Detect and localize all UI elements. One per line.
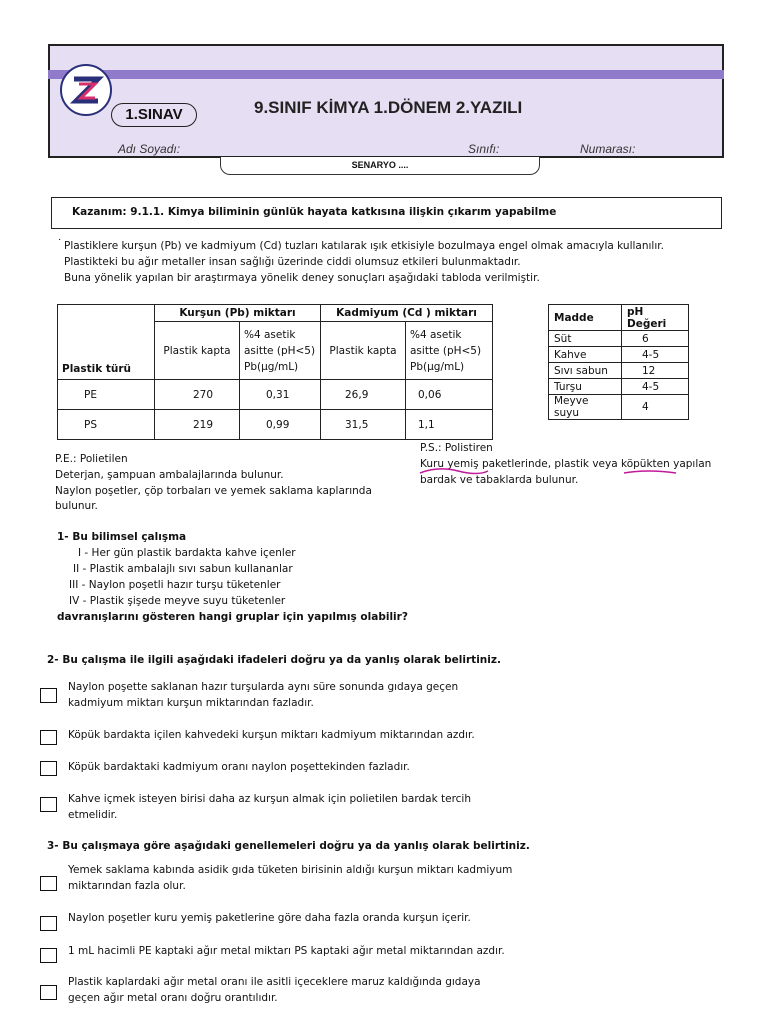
ph-header: pH Değeri [622, 305, 689, 331]
q1-item-4: IV - Plastik şişede meyve suyu tüketenler [69, 595, 286, 607]
q2-checkbox-4[interactable] [40, 797, 57, 812]
school-logo [60, 64, 112, 116]
pe-note-1: P.E.: Polietilen [55, 453, 128, 465]
cd-acid-header: %4 asetik asitte (pH<5) Pb(µg/mL) [406, 322, 493, 380]
cell: 1,1 [406, 410, 493, 440]
logo-z-icon [62, 66, 110, 114]
table-row [549, 395, 689, 420]
cell: 12 [622, 363, 689, 379]
q3-item-1-line-1: Yemek saklama kabında asidik gıda tüketen birisinin aldığı kurşun miktarı kadmiyum [68, 864, 513, 876]
pb-group-header: Kurşun (Pb) miktarı [155, 305, 321, 322]
ps-note-title: P.S.: Polistiren [420, 442, 493, 454]
q2-item-2: Köpük bardakta içilen kahvedeki kurşun miktarı kadmiyum miktarından azdır. [68, 729, 475, 741]
handwritten-underline [418, 464, 688, 478]
cell: 270 [155, 380, 240, 410]
pb-acid-header: %4 asetik asitte (pH<5) Pb(µg/mL) [240, 322, 321, 380]
q3-checkbox-1[interactable] [40, 876, 57, 891]
cell: Turşu [549, 379, 622, 395]
header-band [48, 70, 724, 79]
q1-item-1: I - Her gün plastik bardakta kahve içenler [78, 547, 296, 559]
cell: Meyve suyu [549, 395, 622, 420]
pe-note-3: Naylon poşetler, çöp torbaları ve yemek saklama kaplarında [55, 485, 372, 497]
q2-item-4-line-1: Kahve içmek isteyen birisi daha az kurşun almak için polietilen bardak tercih [68, 793, 472, 805]
madde-header: Madde [549, 305, 622, 331]
name-label: Adı Soyadı: [118, 142, 181, 156]
cell: 4-5 [622, 379, 689, 395]
table-row [58, 380, 493, 410]
table-row [549, 363, 689, 379]
class-label: Sınıfı: [468, 142, 500, 156]
plastic-type-header: Plastik türü [58, 305, 155, 380]
q2-item-1-line-1: Naylon poşette saklanan hazır turşularda aynı süre sonunda gıdaya geçen [68, 681, 459, 693]
q2-checkbox-1[interactable] [40, 688, 57, 703]
q3-item-3: 1 mL hacimli PE kaptaki ağır metal miktarı PS kaptaki ağır metal miktarından azdır. [68, 945, 505, 957]
page-title: 9.SINIF KİMYA 1.DÖNEM 2.YAZILI [254, 98, 523, 117]
q2-item-4-line-2: etmelidir. [68, 809, 118, 821]
q3-item-4-line-2: geçen ağır metal oranı doğru orantılıdır. [68, 992, 278, 1004]
metal-table [57, 304, 493, 440]
kazanim-box: Kazanım: 9.1.1. Kimya biliminin günlük hayata katkısına ilişkin çıkarım yapabilme [51, 197, 722, 229]
number-label: Numarası: [580, 142, 636, 156]
pe-note-4: bulunur. [55, 500, 98, 512]
q2-heading: 2- Bu çalışma ile ilgili aşağıdaki ifadeleri doğru ya da yanlış olarak belirtiniz. [47, 654, 501, 666]
cd-group-header: Kadmiyum (Cd ) miktarı [321, 305, 493, 322]
cell: Süt [549, 331, 622, 347]
table-row [549, 347, 689, 363]
cell: 0,31 [240, 380, 321, 410]
cell: 4 [622, 395, 689, 420]
exam-badge: 1.SINAV [111, 103, 197, 127]
q1-heading: 1- Bu bilimsel çalışma [57, 531, 187, 543]
intro-line-2: Plastikteki bu ağır metaller insan sağlığı üzerinde ciddi olumsuz etkileri bulunmaktadır. [64, 256, 521, 268]
q1-item-2: II - Plastik ambalajlı sıvı sabun kullananlar [73, 563, 293, 575]
ph-table [548, 304, 689, 420]
cell: 4-5 [622, 347, 689, 363]
q3-item-4-line-1: Plastik kaplardaki ağır metal oranı ile asitli içeceklere maruz kaldığında gıdaya [68, 976, 481, 988]
q1-question: davranışlarını gösteren hangi gruplar için yapılmış olabilir? [57, 611, 408, 623]
q2-item-3: Köpük bardaktaki kadmiyum oranı naylon poşettekinden fazladır. [68, 761, 410, 773]
cell: 0,06 [406, 380, 493, 410]
q3-item-2: Naylon poşetler kuru yemiş paketlerine göre daha fazla oranda kurşun içerir. [68, 912, 471, 924]
q3-checkbox-2[interactable] [40, 916, 57, 931]
bullet-dot: ˙ [57, 238, 63, 250]
q3-heading: 3- Bu çalışmaya göre aşağıdaki genellemeleri doğru ya da yanlış olarak belirtiniz. [47, 840, 530, 852]
cell: 0,99 [240, 410, 321, 440]
q2-checkbox-3[interactable] [40, 761, 57, 776]
q3-item-1-line-2: miktarından fazla olur. [68, 880, 186, 892]
q3-checkbox-4[interactable] [40, 985, 57, 1000]
cell: 31,5 [321, 410, 406, 440]
pb-container-header: Plastik kapta [155, 322, 240, 380]
table-row [549, 379, 689, 395]
cell: Kahve [549, 347, 622, 363]
intro-line-3: Buna yönelik yapılan bir araştırmaya yönelik deney sonuçları aşağıdaki tabloda verilmiştir. [64, 272, 540, 284]
ps-note-line-2: bardak ve tabaklarda bulunur. [420, 474, 579, 486]
pe-note-2: Deterjan, şampuan ambalajlarında bulunur. [55, 469, 284, 481]
cell: Sıvı sabun [549, 363, 622, 379]
q2-checkbox-2[interactable] [40, 730, 57, 745]
scenario-tab: SENARYO .... [220, 157, 540, 175]
cell: PE [58, 380, 155, 410]
table-row [549, 331, 689, 347]
cd-container-header: Plastik kapta [321, 322, 406, 380]
cell: 26,9 [321, 380, 406, 410]
table-row [58, 410, 493, 440]
cell: 6 [622, 331, 689, 347]
ps-note-line-1: Kuru yemiş paketlerinde, plastik veya köpükten yapılan [420, 458, 712, 470]
intro-line-1: Plastiklere kurşun (Pb) ve kadmiyum (Cd) tuzları katılarak ışık etkisiyle bozulmaya engel olmak amacıyla kullanılır. [64, 240, 664, 252]
q2-item-1-line-2: kadmiyum miktarı kurşun miktarından fazladır. [68, 697, 314, 709]
q3-checkbox-3[interactable] [40, 948, 57, 963]
cell: PS [58, 410, 155, 440]
q1-item-3: III - Naylon poşetli hazır turşu tüketenler [69, 579, 281, 591]
cell: 219 [155, 410, 240, 440]
